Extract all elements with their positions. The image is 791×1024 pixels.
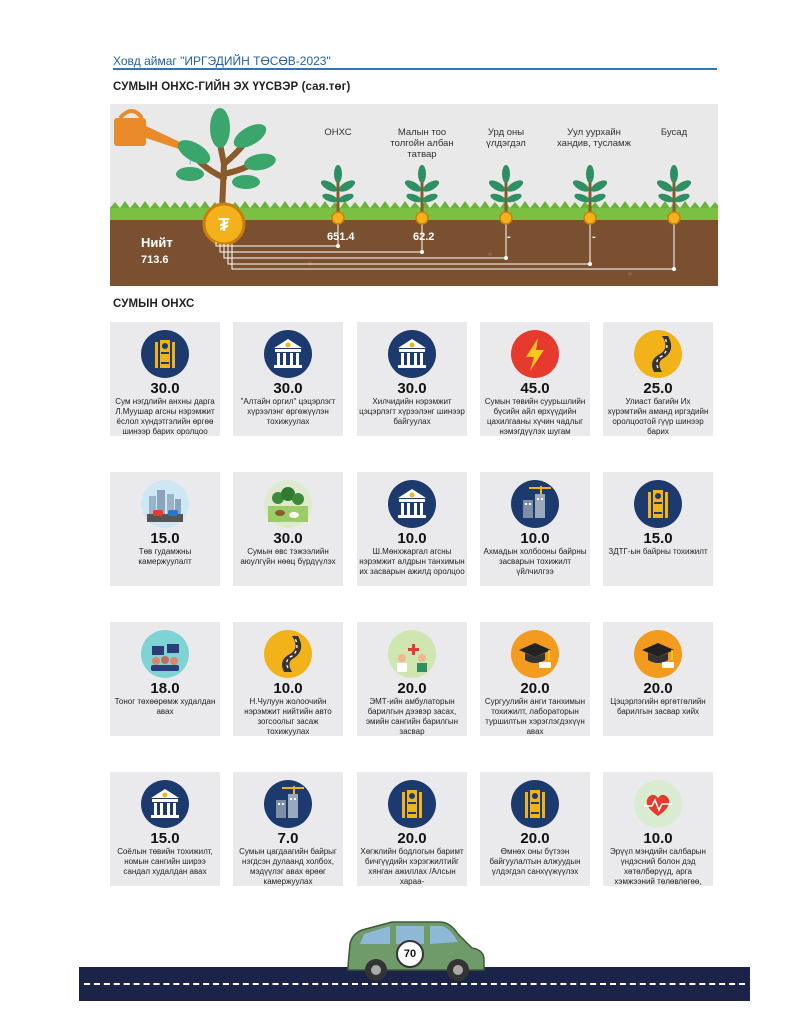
- svg-text:₮: ₮: [218, 215, 230, 235]
- project-amount: 30.0: [397, 380, 427, 397]
- project-amount: 18.0: [150, 680, 180, 697]
- equipment-team-icon: [141, 630, 189, 678]
- project-amount: 10.0: [273, 680, 303, 697]
- project-card: [603, 322, 713, 436]
- project-amount: 10.0: [520, 530, 550, 547]
- project-description: Улиаст багийн Их хүрэмтийн аманд иргэдийн оролцоотой гүүр шинээр барих: [607, 397, 709, 436]
- header-title: Ховд аймаг "ИРГЭДИЙН ТӨСӨВ-2023": [113, 54, 331, 68]
- project-amount: 30.0: [273, 380, 303, 397]
- project-card: [110, 622, 220, 736]
- source-value-4: -: [592, 231, 596, 243]
- project-description: Сумын төвийн суурьшлийн бүсийн айл өрхүүдийн цахилгааны хүчин чадлыг нэмэгдүүлэх шугам: [484, 397, 586, 436]
- project-description: Ш.Мөнхжаргал агсны нэрэмжит алдрын танхимын их засварын ажилд оролцоо: [359, 547, 465, 576]
- project-card: [480, 472, 590, 586]
- project-amount: 7.0: [277, 830, 299, 847]
- project-description: Сумын өвс тэжээлийн аюулгүйн нөөц бүрдүүлэх: [240, 547, 336, 566]
- project-card: [603, 772, 713, 886]
- graduation-cap-icon: [634, 630, 682, 678]
- road-icon: [634, 330, 682, 378]
- project-card: [233, 472, 343, 586]
- government-building-icon: [388, 330, 436, 378]
- source-label-2: Малын тоо толгойн албан татвар: [390, 127, 454, 160]
- soyombo-emblem-icon: [634, 480, 682, 528]
- project-card: [233, 772, 343, 886]
- project-description: Өмнөх оны бүтээн байгуулалтын алжуудын үлдэгдэл санхүүжүүлэх: [489, 847, 581, 876]
- medical-team-icon: [388, 630, 436, 678]
- project-amount: 45.0: [520, 380, 550, 397]
- project-card: [110, 322, 220, 436]
- pasture-icon: [264, 480, 312, 528]
- project-amount: 20.0: [520, 680, 550, 697]
- projects-heading: СУМЫН ОНХС: [113, 298, 195, 310]
- project-description: Эрүүл мэндийн салбарын үндэсний болон дэд хөтөлбөрүүд, арга хэмжээний төлөвлөгөө,: [610, 847, 706, 886]
- project-card: [110, 772, 220, 886]
- project-description: Цэцэрлэгийн өргөтгөлийн барилгын засвар хийх: [610, 697, 706, 716]
- total-value: 713.6: [141, 254, 169, 266]
- page-number: 70: [396, 940, 424, 968]
- lightning-icon: [511, 330, 559, 378]
- project-card: [357, 322, 467, 436]
- project-card: [110, 472, 220, 586]
- health-heart-icon: [634, 780, 682, 828]
- construction-icon: [264, 780, 312, 828]
- project-description: Соёлын төвийн тохижилт, номын сангийн ширээ сандал худалдан авах: [117, 847, 213, 876]
- road-icon: [264, 630, 312, 678]
- project-description: ЭМТ-ийн амбулаторын барилгын дээвэр засах, эмийн сангийн барилгын засвар: [365, 697, 459, 736]
- project-card: [603, 472, 713, 586]
- sources-banner: [110, 104, 718, 286]
- source-label-3: Урд оны үлдэгдэл: [486, 127, 526, 149]
- construction-icon: [511, 480, 559, 528]
- source-label-4: Уул уурхайн хандив, тусламж: [557, 127, 631, 149]
- project-card: [480, 622, 590, 736]
- soyombo-emblem-icon: [511, 780, 559, 828]
- city-street-icon: [141, 480, 189, 528]
- project-description: Сумын цагдаагийн байрыг нэгдсэн дулаанд холбох, мэдүүлэг авах өрөөг камержуулах: [239, 847, 337, 886]
- source-label-1: ОНХС: [324, 127, 352, 138]
- project-description: Хилчидийн нэрэмжит цэцэрлэгт хүрээлэнг шинээр байгуулах: [359, 397, 465, 426]
- project-amount: 20.0: [520, 830, 550, 847]
- project-amount: 30.0: [150, 380, 180, 397]
- project-card: [233, 322, 343, 436]
- project-description: Ахмадын холбооны байрны засварын тохижилт үйлчилгээ: [483, 547, 587, 576]
- project-description: Сургуулийн анги танхимын тохижилт, лабораторын туршилтын хэрэглэгдэхүүн авах: [484, 697, 586, 736]
- government-building-icon: [388, 480, 436, 528]
- project-card: [357, 772, 467, 886]
- soyombo-emblem-icon: [141, 330, 189, 378]
- project-card: [480, 772, 590, 886]
- project-description: Төв гудамжны камержуулалт: [138, 547, 192, 566]
- project-amount: 25.0: [643, 380, 673, 397]
- source-value-3: -: [507, 231, 511, 243]
- project-description: Н.Чулуун жолоочийн нэрэмжит нийтийн авто зогсоолыг засаж тохижуулах: [244, 697, 332, 736]
- source-label-5: Бусад: [660, 127, 688, 138]
- graduation-cap-icon: [511, 630, 559, 678]
- source-value-1: 651.4: [327, 231, 355, 243]
- project-description: Тоног төхөөрөмж худалдан авах: [114, 697, 216, 716]
- project-amount: 15.0: [150, 830, 180, 847]
- project-amount: 30.0: [273, 530, 303, 547]
- project-amount: 15.0: [150, 530, 180, 547]
- project-amount: 10.0: [397, 530, 427, 547]
- project-card: [480, 322, 590, 436]
- project-amount: 20.0: [643, 680, 673, 697]
- project-card: [357, 472, 467, 586]
- source-value-2: 62.2: [413, 231, 435, 243]
- sources-heading: СУМЫН ОНХС-ГИЙН ЭХ ҮҮСВЭР (сая.төг): [113, 81, 351, 93]
- total-label: Нийт: [141, 235, 173, 250]
- project-amount: 10.0: [643, 830, 673, 847]
- project-description: Сум нэгдлийн анхны дарга Л.Муушар агсны нэрэмжит ёслол хүндэтгэлийн өргөө шинээр барих оролцоо: [115, 397, 215, 436]
- government-building-icon: [264, 330, 312, 378]
- project-card: [603, 622, 713, 736]
- project-amount: 15.0: [643, 530, 673, 547]
- soyombo-emblem-icon: [388, 780, 436, 828]
- project-amount: 20.0: [397, 680, 427, 697]
- header-rule: [113, 68, 717, 70]
- project-description: "Алтайн оргил" цэцэрлэгт хүрээлэнг өргөжүүлэн тохижуулах: [240, 397, 336, 426]
- government-building-icon: [141, 780, 189, 828]
- project-amount: 20.0: [397, 830, 427, 847]
- project-description: ЗДТГ-ын байрны тохижилт: [608, 547, 708, 556]
- project-card: [233, 622, 343, 736]
- project-description: Хөгжлийн бодлогын баримт бичгүүдийн хэрэгжилтийг хянган ажиллах /Алсын хараа-: [360, 847, 464, 886]
- project-card: [357, 622, 467, 736]
